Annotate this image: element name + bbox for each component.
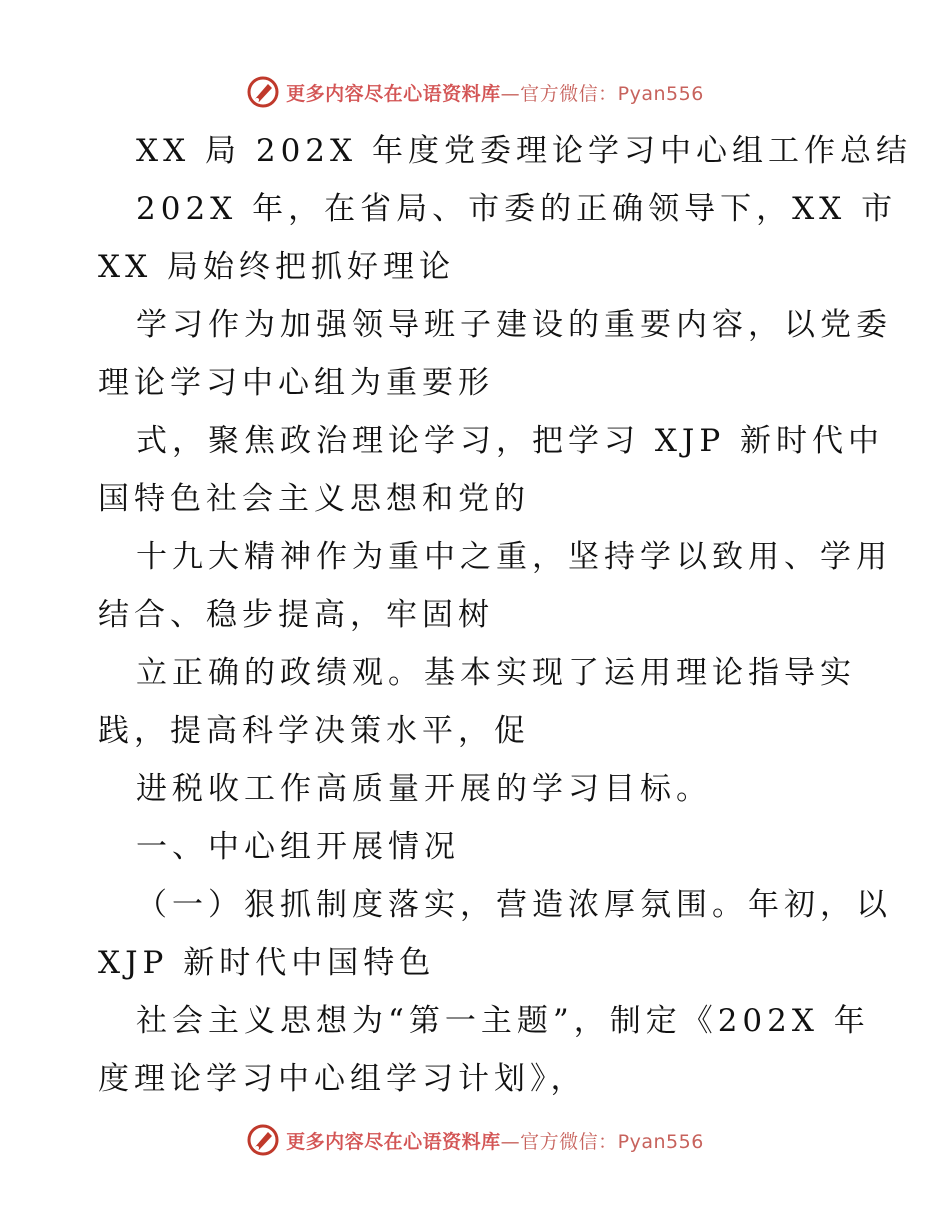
watermark-sub-text: —官方微信：Pyan556 [500, 82, 704, 105]
paragraph-line: 理论学习中心组为重要形 [98, 365, 494, 401]
document-body [98, 122, 912, 1108]
pen-logo-icon [246, 1123, 280, 1157]
watermark-main-text: 更多内容尽在心语资料库 [286, 1130, 501, 1153]
paragraph-line: 进税收工作高质量开展的学习目标。 [136, 771, 712, 807]
paragraph-line: XJP 新时代中国特色 [98, 945, 436, 981]
paragraph-line: 结合、稳步提高，牢固树 [98, 597, 494, 633]
paragraph-line: 学习作为加强领导班子建设的重要内容，以党委 [136, 307, 892, 343]
subsection-heading: （一）狠抓制度落实，营造浓厚氛围。年初，以 [136, 887, 892, 923]
paragraph-line: 立正确的政绩观。基本实现了运用理论指导实 [136, 655, 856, 691]
paragraph-line: 国特色社会主义思想和党的 [98, 481, 530, 517]
paragraph-line: 202X 年，在省局、市委的正确领导下，XX 市 [136, 191, 898, 227]
paragraph-line: 式，聚焦政治理论学习，把学习 XJP 新时代中 [136, 423, 885, 459]
document-title: XX 局 202X 年度党委理论学习中心组工作总结 [136, 133, 912, 169]
watermark-main-text: 更多内容尽在心语资料库 [286, 82, 501, 105]
paragraph-line: 践，提高科学决策水平，促 [98, 713, 530, 749]
section-heading: 一、中心组开展情况 [136, 829, 460, 865]
paragraph-line: 社会主义思想为“第一主题”，制定《202X 年 [136, 1003, 870, 1039]
watermark-sub-text: —官方微信：Pyan556 [500, 1130, 704, 1153]
watermark-footer [0, 1120, 950, 1160]
paragraph-line: XX 局始终把抓好理论 [98, 249, 455, 285]
pen-logo-icon [246, 75, 280, 109]
watermark-header [0, 72, 950, 112]
paragraph-line: 十九大精神作为重中之重，坚持学以致用、学用 [136, 539, 892, 575]
paragraph-line: 度理论学习中心组学习计划》， [98, 1061, 587, 1097]
